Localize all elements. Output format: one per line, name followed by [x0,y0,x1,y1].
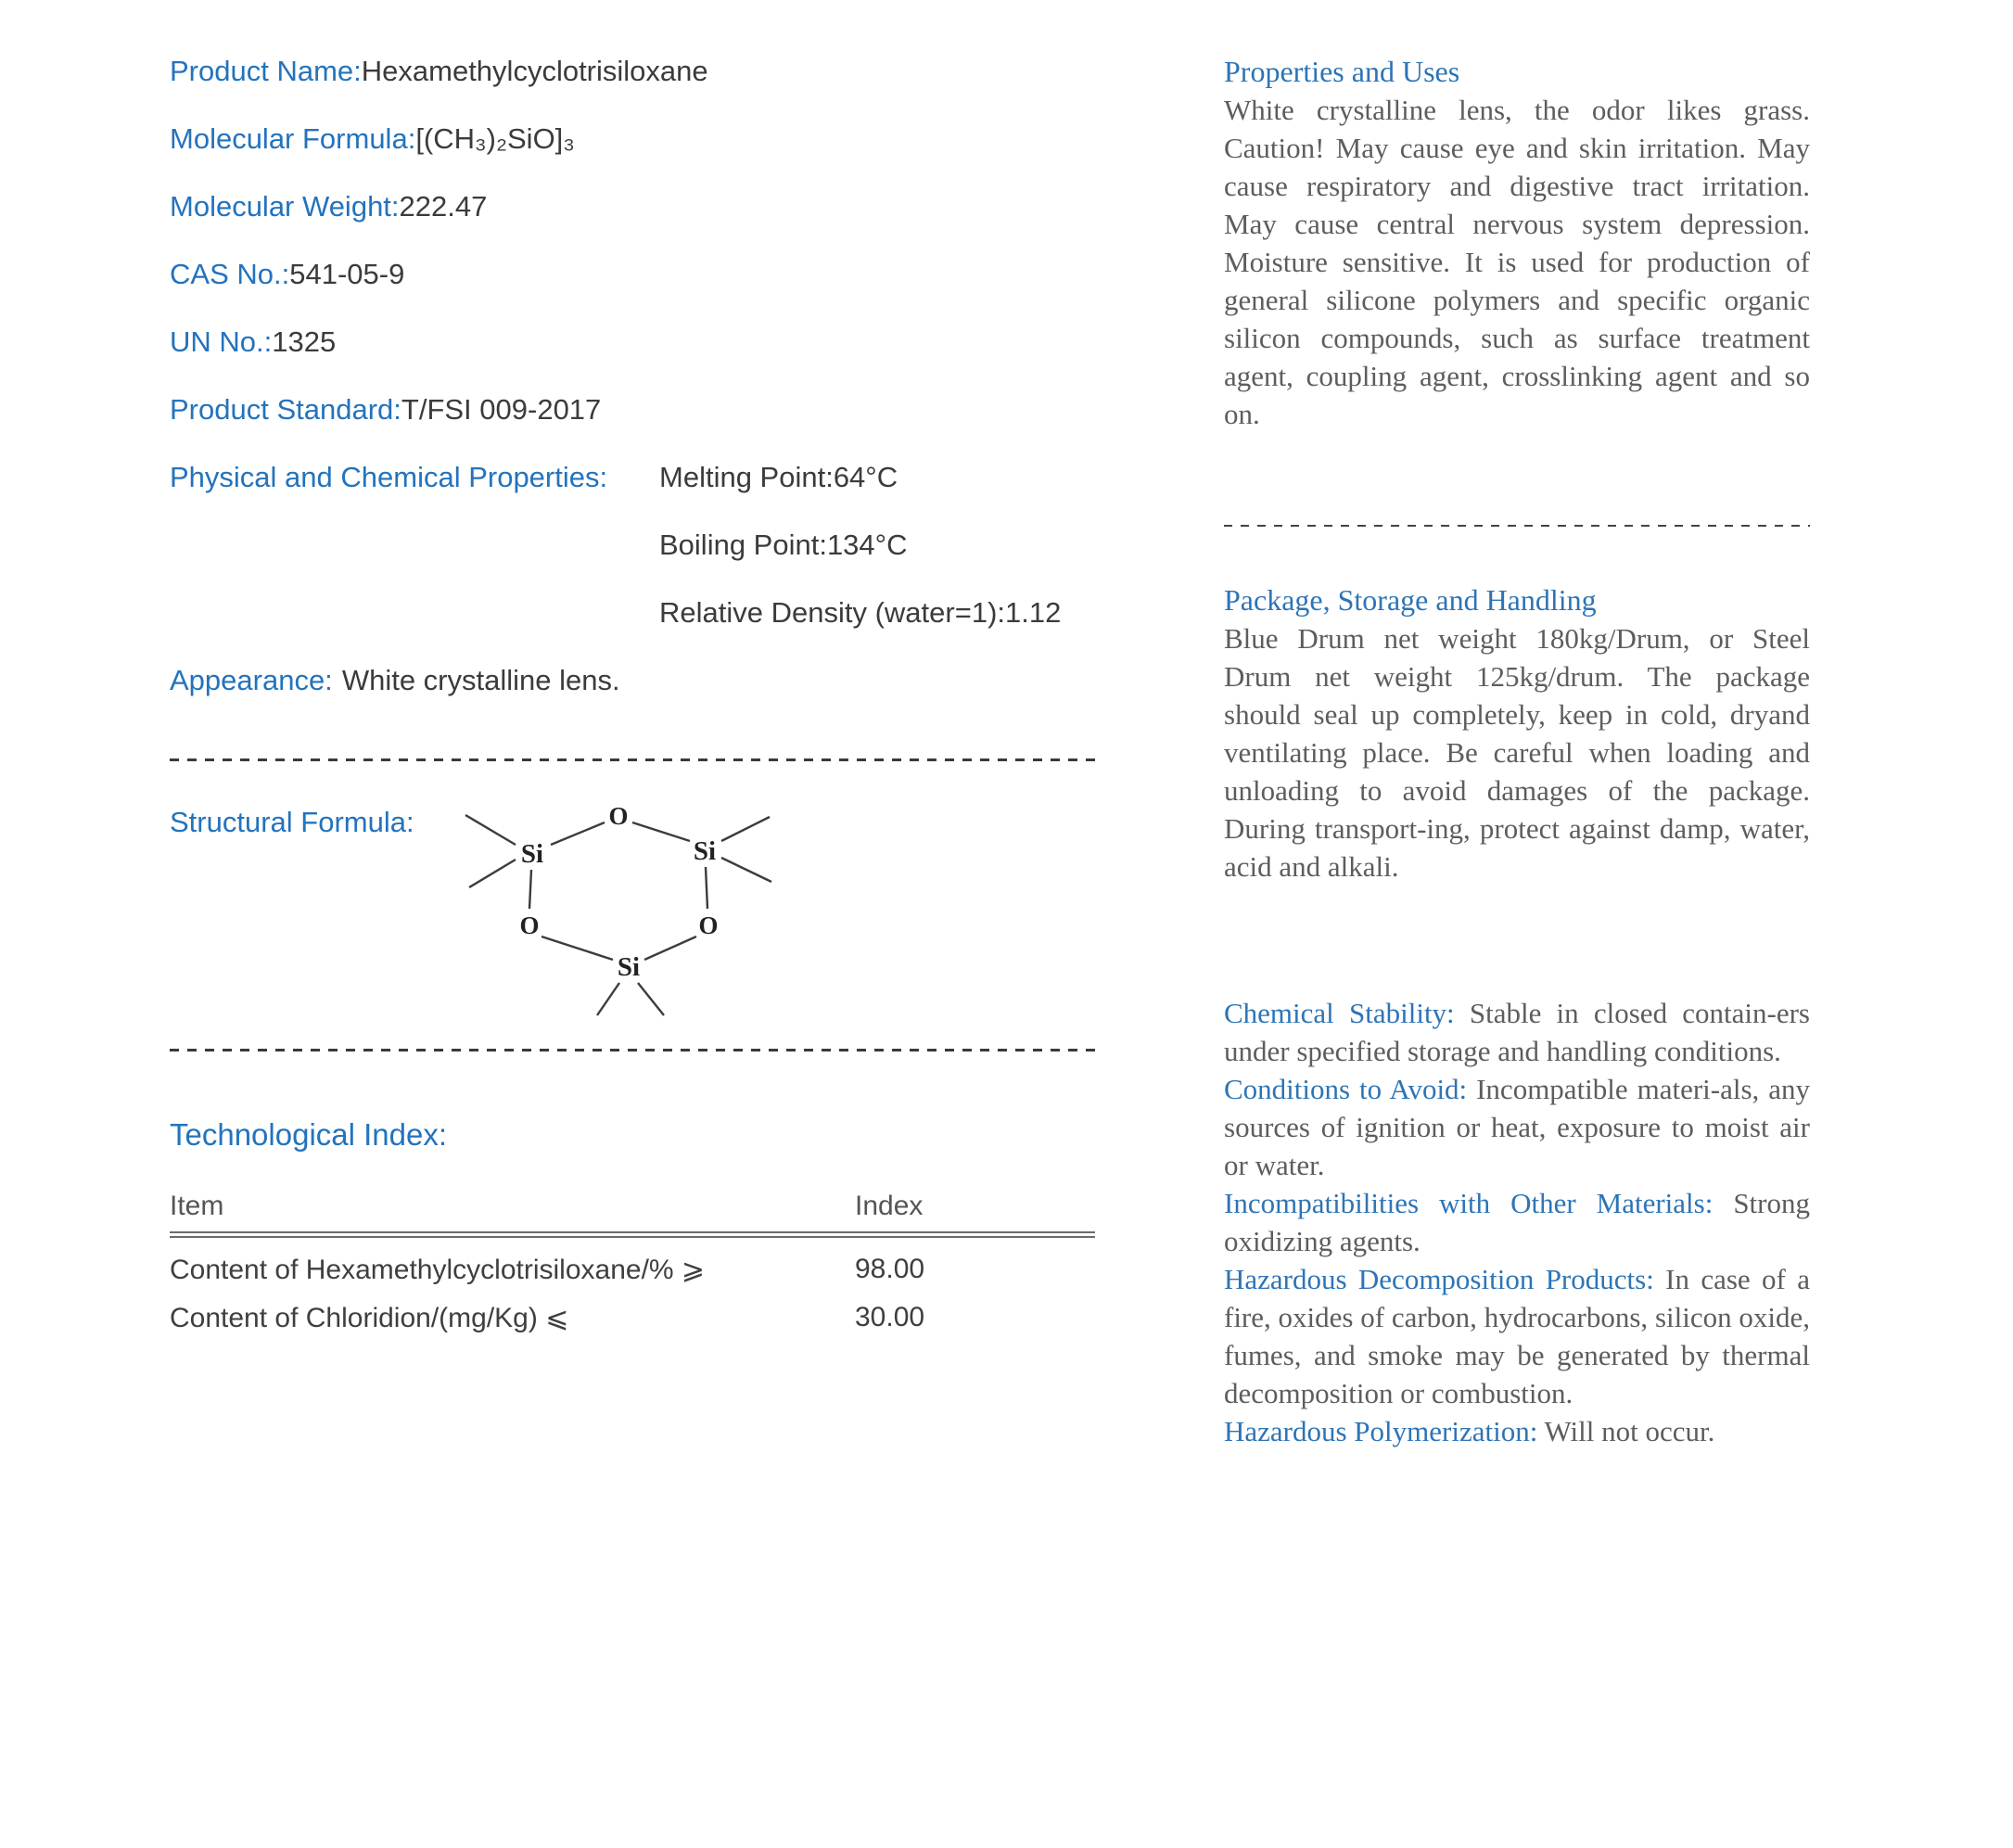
bond [551,822,605,845]
oxygen-atom-label: O [608,802,629,830]
field-molecular-formula [170,105,1111,172]
technological-index-heading: Technological Index: [170,1117,448,1152]
incompatibilities-paragraph [1224,1184,1810,1260]
inline-text: Stable in closed contain-ers under specified storage and handling conditions. [1224,997,1810,1067]
field-un-no [170,308,1111,376]
silicon-atom-label: Si [520,839,544,869]
table-header-row [170,1181,1095,1231]
field-label: Molecular Weight: [170,190,400,223]
inline-heading: Incompatibilities with Other Materials: [1224,1187,1714,1219]
properties-and-uses-section [1224,53,1810,433]
inline-heading: Hazardous Polymerization: [1224,1415,1538,1447]
column-header-index: Index [855,1191,924,1221]
field-value: Hexamethylcyclotrisiloxane [361,55,708,87]
bond [541,937,613,960]
field-physical-chemical-properties [170,443,1111,511]
column-header-item: Item [170,1191,224,1221]
inline-text: Will not occur. [1544,1415,1715,1447]
bond [632,822,690,841]
dashed-divider [170,758,1095,761]
methyl-bond [638,983,664,1015]
section-paragraph: White crystalline lens, the odor likes grass. Caution! May cause eye and skin irritation. May cause respiratory and digestive tract irritation. May cause central nervous system depression. Moisture sensitive. It is used for production of general silicone polymers and specific organic silicon compounds, such as surface treatment agent, coupling agent, crosslinking agent and so on. [1224,94,1810,430]
field-value: Melting Point:64°C [659,461,898,493]
field-value: White crystalline lens. [341,664,620,696]
field-value: T/FSI 009-2017 [401,393,602,426]
package-storage-handling-section [1224,581,1810,886]
section-heading: Package, Storage and Handling [1224,583,1597,617]
field-value: 541-05-9 [289,258,405,290]
methyl-bond [721,858,771,882]
field-product-standard [170,376,1111,443]
hazardous-decomposition-paragraph [1224,1260,1810,1412]
safety-information-section [1224,994,1810,1450]
field-product-name [170,37,1111,105]
field-value: 1325 [272,325,337,358]
field-label: Physical and Chemical Properties: [170,461,608,493]
methyl-bond [465,815,516,845]
silicon-atom-label: Si [693,836,717,866]
inline-heading: Chemical Stability: [1224,997,1455,1029]
field-boiling-point [170,511,1111,579]
field-cas-no [170,240,1111,308]
methyl-bond [469,860,516,887]
field-value: Boiling Point:134°C [659,529,908,561]
inline-text: Incompatible materi-als, any sources of ignition or heat, exposure to moist air or water. [1224,1073,1810,1181]
inline-text: Strong oxidizing agents. [1224,1187,1810,1257]
dashed-divider [1224,525,1810,527]
structural-formula-label: Structural Formula: [170,806,414,838]
section-heading: Properties and Uses [1224,55,1460,88]
hazardous-polymerization-paragraph [1224,1412,1810,1450]
field-label: Appearance: [170,664,333,696]
silicon-atom-label: Si [617,952,641,982]
field-label: UN No.: [170,325,273,358]
inline-heading: Conditions to Avoid: [1224,1073,1468,1105]
field-relative-density [170,579,1111,646]
chemical-stability-paragraph [1224,994,1810,1070]
field-value: 222.47 [399,190,488,223]
inline-heading: Hazardous Decomposition Products: [1224,1263,1654,1295]
oxygen-atom-label: O [519,911,540,939]
conditions-to-avoid-paragraph [1224,1070,1810,1184]
methyl-bond [597,983,619,1015]
field-label: Product Name: [170,55,362,87]
section-paragraph: Blue Drum net weight 180kg/Drum, or Steel Drum net weight 125kg/drum. The package should seal up completely, keep in cold, dryand ventilating place. Be careful when loading and unloading to avoid damages of the package. During transport-ing, protect against damp, water, acid and alkali. [1224,622,1810,883]
product-fields [170,37,1111,714]
table-row [170,1294,1095,1342]
field-appearance [170,646,1111,714]
oxygen-atom-label: O [698,911,719,939]
table-cell-index: 30.00 [855,1302,925,1332]
field-value: [(CH₃)₂SiO]₃ [415,122,575,155]
table-header-rule [170,1231,1095,1238]
table-row [170,1245,1095,1294]
field-molecular-weight [170,172,1111,240]
table-cell-item: Content of Hexamethylcyclotrisiloxane/% ⩾ [170,1254,706,1285]
field-label: CAS No.: [170,258,290,290]
bond [644,937,696,960]
bond [706,867,707,909]
technological-index-table [170,1181,1095,1342]
structural-formula-drawing [427,782,816,1034]
table-cell-index: 98.00 [855,1254,925,1284]
dashed-divider [170,1049,1095,1051]
methyl-bond [721,817,770,841]
inline-text: In case of a fire, oxides of carbon, hydrocarbons, silicon oxide, fumes, and smoke may be generated by thermal decomposition or combustion. [1224,1263,1810,1409]
table-cell-item: Content of Chloridion/(mg/Kg) ⩽ [170,1302,569,1333]
field-label: Molecular Formula: [170,122,416,155]
bond [529,870,531,909]
field-label: Product Standard: [170,393,401,426]
field-value: Relative Density (water=1):1.12 [659,596,1062,629]
